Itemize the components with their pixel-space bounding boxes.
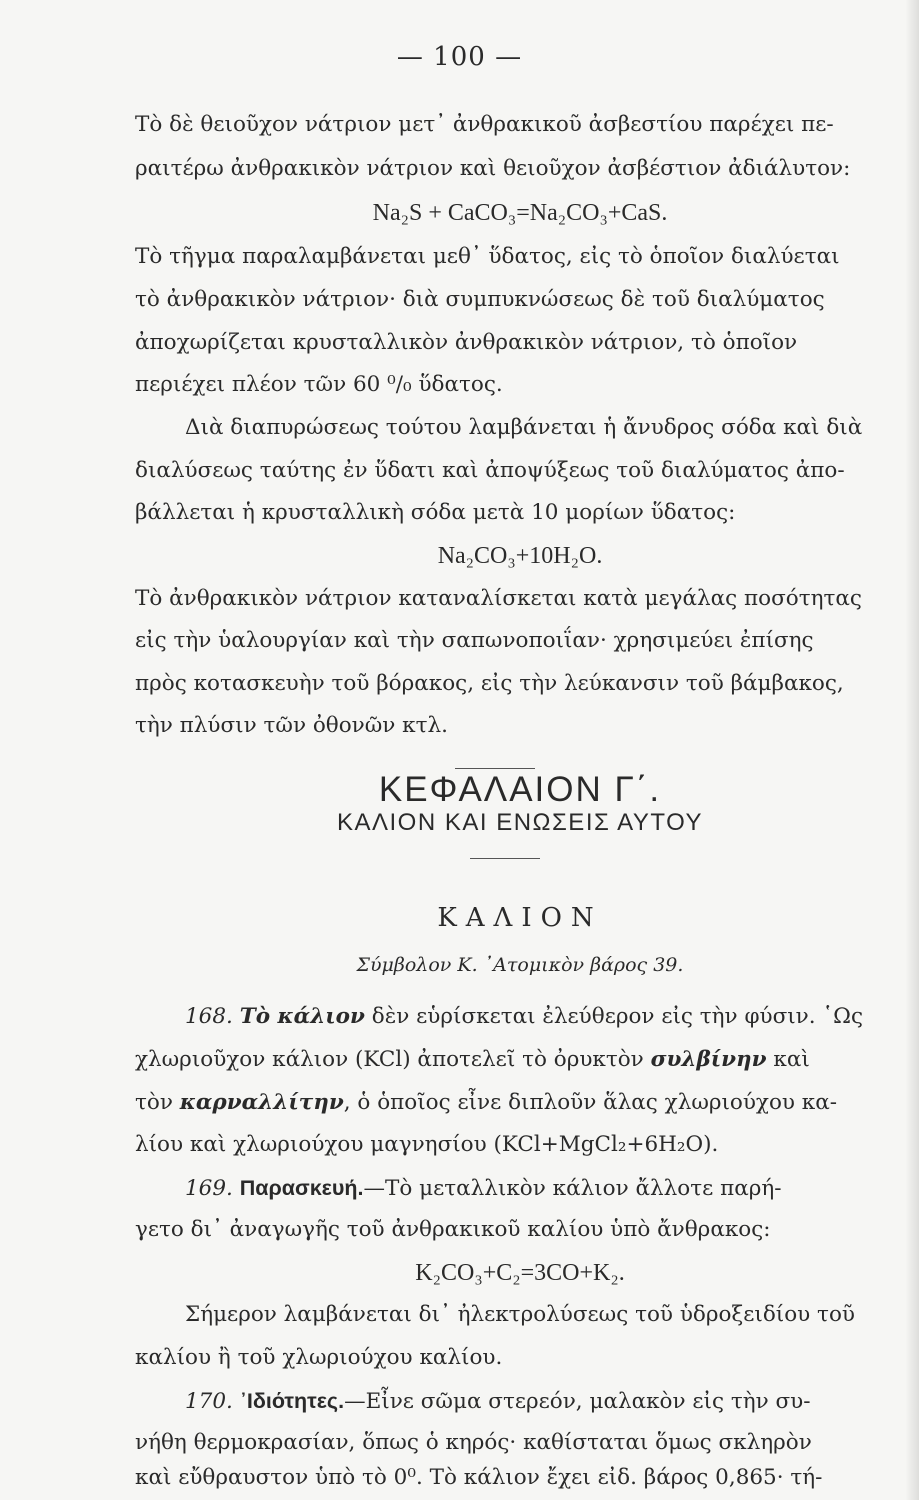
text-span: —Εἶνε σῶμα στερεόν, μαλακὸν εἰς τὴν συ- [344, 1389, 811, 1414]
chemical-formula: K₂CO₃+C₂=3CO+K₂. [415, 1260, 625, 1286]
paragraph-168-line: λίου καὶ χλωριούχου μαγνησίου (KCl+MgCl₂+6H₂O). [135, 1132, 719, 1157]
text-line: Τὸ ἀνθρακικὸν νάτριον καταναλίσκεται κατὰ μεγάλας ποσότητας [135, 586, 862, 611]
text-line: τὸ ἀνθρακικὸν νάτριον· διὰ συμπυκνώσεως δὲ τοῦ διαλύματος [135, 287, 825, 312]
text-span: —Τὸ μεταλλικὸν κάλιον ἄλλοτε παρή- [363, 1176, 782, 1201]
text-span: χλωριοῦχον κάλιον (KCl) ἀποτελεῖ τὸ ὀρυκτὸν [135, 1047, 651, 1072]
paragraph-168-line [135, 1002, 905, 1032]
text-line: περιέχει πλέον τῶν 60 ⁰/₀ ὕδατος. [135, 372, 503, 397]
key-term: καρναλλίτην [179, 1090, 344, 1115]
key-term: ᾿Ιδιότητες. [239, 1389, 345, 1413]
paragraph-170-line: νήθη θερμοκρασίαν, ὅπως ὁ κηρός· καθίσταται ὅμως σκληρὸν [135, 1430, 812, 1455]
key-term: Τὸ κάλιον [239, 1004, 365, 1029]
paragraph-168-line [135, 1045, 905, 1075]
paragraph-169-line: καλίου ἢ τοῦ χλωριούχου καλίου. [135, 1345, 503, 1370]
paragraph-number: 170. [185, 1389, 233, 1414]
page-number: — 100 — [396, 42, 523, 72]
text-span: , ὁ ὁποῖος εἶνε διπλοῦν ἅλας χλωριούχου κα- [343, 1090, 838, 1115]
paragraph-168-line [135, 1088, 905, 1118]
paragraph-169-line: Σήμερον λαμβάνεται δι᾿ ἠλεκτρολύσεως τοῦ ὑδροξειδίου τοῦ [185, 1302, 855, 1327]
text-line: Τὸ δὲ θειοῦχον νάτριον μετ᾿ ἀνθρακικοῦ ἀσβεστίου παρέχει πε- [135, 112, 834, 137]
symbol-line: Σύμβολον Κ. ᾿Ατομικὸν βάρος 39. [356, 954, 684, 976]
text-line: Τὸ τῆγμα παραλαμβάνεται μεθ᾿ ὕδατος, εἰς τὸ ὁποῖον διαλύεται [135, 244, 840, 269]
paragraph-number: 169. [185, 1176, 233, 1201]
text-line: ἀποχωρίζεται κρυσταλλικὸν ἀνθρακικὸν νάτριον, τὸ ὁποῖον [135, 330, 798, 355]
paragraph-169-line: γετο δι᾿ ἀναγωγῆς τοῦ ἀνθρακικοῦ καλίου ὑπὸ ἄνθρακος: [135, 1217, 771, 1242]
text-span: τὸν [135, 1090, 180, 1115]
text-line: Διὰ διαπυρώσεως τούτου λαμβάνεται ἡ ἄνυδρος σόδα καὶ διὰ [185, 415, 863, 440]
text-line: βάλλεται ἡ κρυσταλλικὴ σόδα μετὰ 10 μορίων ὕδατος: [135, 500, 736, 525]
chapter-heading: ΚΕΦΑΛΑΙΟΝ Γ΄. [378, 770, 662, 809]
section-heading: ΚΑΛΙΟΝ [437, 903, 603, 933]
text-line: διαλύσεως ταύτης ἐν ὕδατι καὶ ἀποψύξεως τοῦ διαλύματος ἀπο- [135, 458, 845, 483]
key-term: Παρασκευή. [239, 1176, 364, 1200]
page-edge-shadow [905, 0, 919, 1500]
text-line: τὴν πλύσιν τῶν ὀθονῶν κτλ. [135, 713, 448, 738]
paragraph-170-line: καὶ εὔθραυστον ὑπὸ τὸ 0⁰. Τὸ κάλιον ἔχει εἰδ. βάρος 0,865· τή- [135, 1465, 823, 1490]
text-span: καὶ [766, 1047, 810, 1072]
divider [470, 858, 540, 859]
text-line: πρὸς κοτασκευὴν τοῦ βόρακος, εἰς τὴν λεύκανσιν τοῦ βάμβακος, [135, 671, 844, 696]
paragraph-169-line [135, 1173, 905, 1204]
text-line: ραιτέρω ἀνθρακικὸν νάτριον καὶ θειοῦχον ἀσβέστιον ἀδιάλυτον: [135, 156, 851, 181]
text-span: δὲν εὑρίσκεται ἐλεύθερον εἰς τὴν φύσιν. ῾Ως [364, 1004, 864, 1029]
paragraph-number: 168. [185, 1004, 233, 1029]
chemical-formula: Na₂CO₃+10H₂O. [437, 543, 603, 569]
chapter-title: ΚΑΛΙΟΝ ΚΑΙ ΕΝΩΣΕΙΣ ΑΥΤΟΥ [336, 809, 704, 836]
key-term: συλβίνην [650, 1047, 767, 1072]
text-line: εἰς τὴν ὑαλουργίαν καὶ τὴν σαπωνοποιΐαν· χρησιμεύει ἐπίσης [135, 628, 814, 653]
chemical-formula: Na₂S + CaCO₃=Na₂CO₃+CaS. [372, 200, 668, 226]
paragraph-170-line [135, 1386, 905, 1417]
